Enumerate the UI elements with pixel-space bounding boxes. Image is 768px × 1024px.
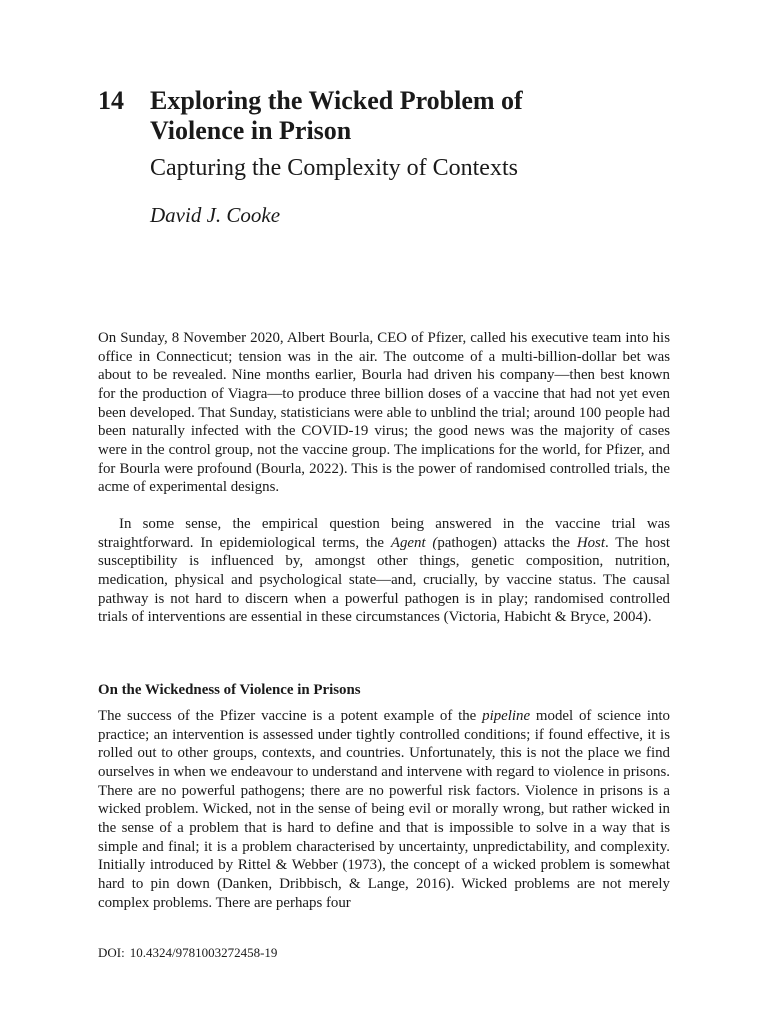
paragraph-2-text-3: . The host susceptibility is influenced by, amongst other things, genetic composition, nutrition, medication, physical and psychological state—and, crucially, by vaccine status. The causal pathway is not hard to discern when a powerful pathogen is in play; randomised controlled trials of interventions are essential in these circumstances (Victoria, Habicht & Bryce, 2004).	[98, 534, 671, 626]
doi-footer	[98, 944, 277, 962]
paragraph-2	[98, 515, 670, 627]
agent-term: Agent (	[390, 534, 438, 551]
paragraph-3-text-2: model of science into practice; an intervention is assessed under tightly controlled conditions; if found effective, it is rolled out to other groups, contexts, and countries. Unfortunately, this is not the place we find ourselves in when we endeavour to understand and intervene with regard to violence in prisons. There are no powerful pathogens; there are no powerful risk factors. Violence in prisons is a wicked problem. Wicked, not in the sense of being evil or morally wrong, but rather wicked in the sense of a problem that is hard to define and that is impossible to solve in a way that is simple and final; it is a problem characterised by uncertainty, unpredictability, and complexity. Initially introduced by Rittel & Webber (1973), the concept of a wicked problem is somewhat hard to pin down (Danken, Dribbisch, & Lange, 2016). Wicked problems are not merely complex problems. There are perhaps four	[98, 708, 670, 911]
paragraph-2-text-2: pathogen) attacks the	[437, 534, 577, 551]
paragraph-3-text-1: The success of the Pfizer vaccine is a potent example of the	[98, 708, 483, 724]
doi-value: 10.4324/9781003272458-19	[129, 945, 278, 960]
doi-label: DOI:	[98, 945, 125, 960]
host-term: Host	[576, 534, 605, 551]
chapter-title-line-2: Violence in Prison	[150, 116, 352, 145]
chapter-subtitle: Capturing the Complexity of Contexts	[150, 155, 518, 181]
pipeline-term: pipeline	[482, 708, 531, 724]
paragraph-1: On Sunday, 8 November 2020, Albert Bourla, CEO of Pfizer, called his executive team into his office in Connecticut; tension was in the air. The outcome of a multi-billion-dollar bet was about to be revealed. Nine months earlier, Bourla had driven his company—then best known for the production of Viagra—to produce three billion doses of a vaccine that had not yet even been developed. That Sunday, statisticians were able to unblind the trial; around 100 people had been naturally infected with the COVID-19 virus; the good news was the majority of cases were in the control group, not the vaccine group. The implications for the world, for Pfizer, and for Bourla were profound (Bourla, 2022). This is the power of randomised controlled trials, the acme of experimental designs.	[98, 330, 670, 496]
paragraph-3	[98, 707, 670, 912]
chapter-author: David J. Cooke	[150, 203, 281, 227]
paragraph-2-text-1: In some sense, the empirical question being answered in the vaccine trial was straightforward. In epidemiological terms, the	[98, 516, 670, 551]
chapter-title	[150, 86, 630, 146]
section-heading: On the Wickedness of Violence in Prisons	[98, 682, 361, 698]
chapter-number: 14	[98, 86, 124, 115]
chapter-title-line-1: Exploring the Wicked Problem of	[150, 86, 523, 115]
